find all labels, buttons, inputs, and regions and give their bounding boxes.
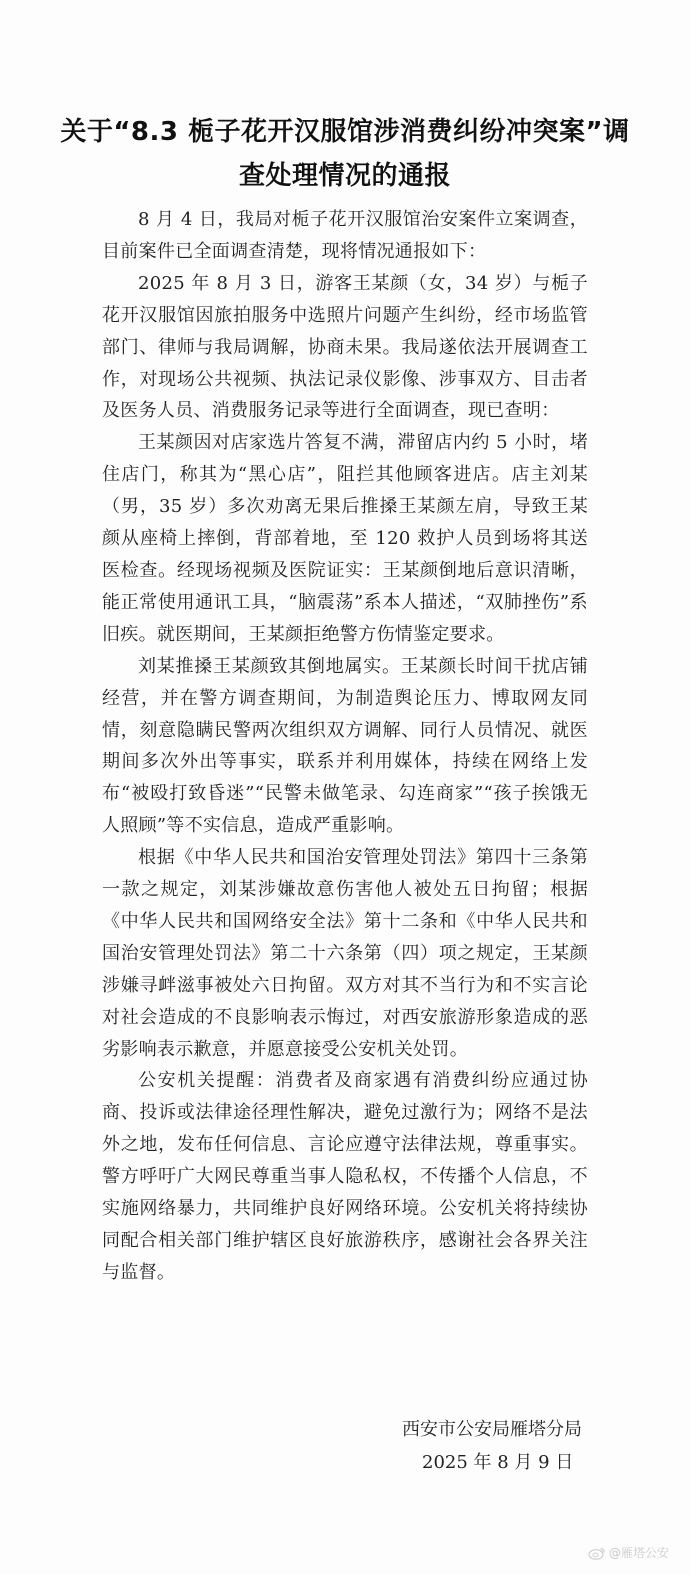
- paragraph-case-filed: 8 月 4 日，我局对栀子花开汉服馆治安案件立案调查，目前案件已全面调查清楚，现将情况通报如下：: [102, 209, 588, 262]
- issue-date: 2025 年 8 月 9 日: [422, 1452, 574, 1473]
- weibo-watermark: [588, 1544, 669, 1561]
- paragraph-false-information: 刘某推搡王某颜致其倒地属实。王某颜长时间干扰店铺经营，并在警方调查期间，为制造舆论压力、博取网友同情，刻意隐瞒民警两次组织双方调解、同行人员情况、就医期间多次外出等事实，联系并利用媒体，持续在网络上发布“被殴打致昏迷”“民警未做笔录、勾连商家”“孩子挨饿无人照顾”等不实信息，造成严重影响。: [102, 655, 588, 837]
- document-body: [102, 204, 588, 1289]
- watermark-text: @雁塔公安: [609, 1546, 670, 1560]
- document-title: 关于“8.3 栀子花开汉服馆涉消费纠纷冲突案”调查处理情况的通报: [60, 117, 630, 192]
- paragraph-penalties: 根据《中华人民共和国治安管理处罚法》第四十三条第一款之规定，刘某涉嫌故意伤害他人被处五日拘留；根据《中华人民共和国网络安全法》第十二条和《中华人民共和国治安管理处罚法》第二十六条第（四）项之规定，王某颜涉嫌寻衅滋事被处六日拘留。双方对其不当行为和不实言论对社会造成的不良影响表示悔过，对西安旅游形象造成的恶劣影响表示歉意，并愿意接受公安机关处罚。: [102, 847, 588, 1060]
- issuing-organization: 西安市公安局雁塔分局: [402, 1419, 582, 1440]
- paragraph-dispute-background: 2025 年 8 月 3 日，游客王某颜（女，34 岁）与栀子花开汉服馆因旅拍服务中选照片问题产生纠纷，经市场监管部门、律师与我局调解，协商未果。我局遂依法开展调查工作，对现场公共视频、执法记录仪影像、涉事双方、目击者及医务人员、消费服务记录等进行全面调查，现已查明：: [102, 272, 588, 422]
- paragraph-police-reminder: 公安机关提醒：消费者及商家遇有消费纠纷应通过协商、投诉或法律途径理性解决，避免过激行为；网络不是法外之地，发布任何信息、言论应遵守法律法规，尊重事实。警方呼吁广大网民尊重当事人隐私权，不传播个人信息，不实施网络暴力，共同维护良好网络环境。公安机关将持续协同配合相关部门维护辖区良好旅游秩序，感谢社会各界关注与监督。: [102, 1070, 588, 1283]
- paragraph-incident-facts: 王某颜因对店家选片答复不满，滞留店内约 5 小时，堵住店门，称其为“黑心店”，阻拦其他顾客进店。店主刘某（男，35 岁）多次劝离无果后推搡王某颜左肩，导致王某颜从座椅上摔倒，背部着地，至 120 救护人员到场将其送医检查。经现场视频及医院证实：王某颜倒地后意识清晰，能正常使用通讯工具，“脑震荡”系本人描述，“双肺挫伤”系旧疾。就医期间，王某颜拒绝警方伤情鉴定要求。: [102, 432, 588, 645]
- signature-block: [380, 1413, 610, 1479]
- weibo-logo-icon: [588, 1546, 606, 1560]
